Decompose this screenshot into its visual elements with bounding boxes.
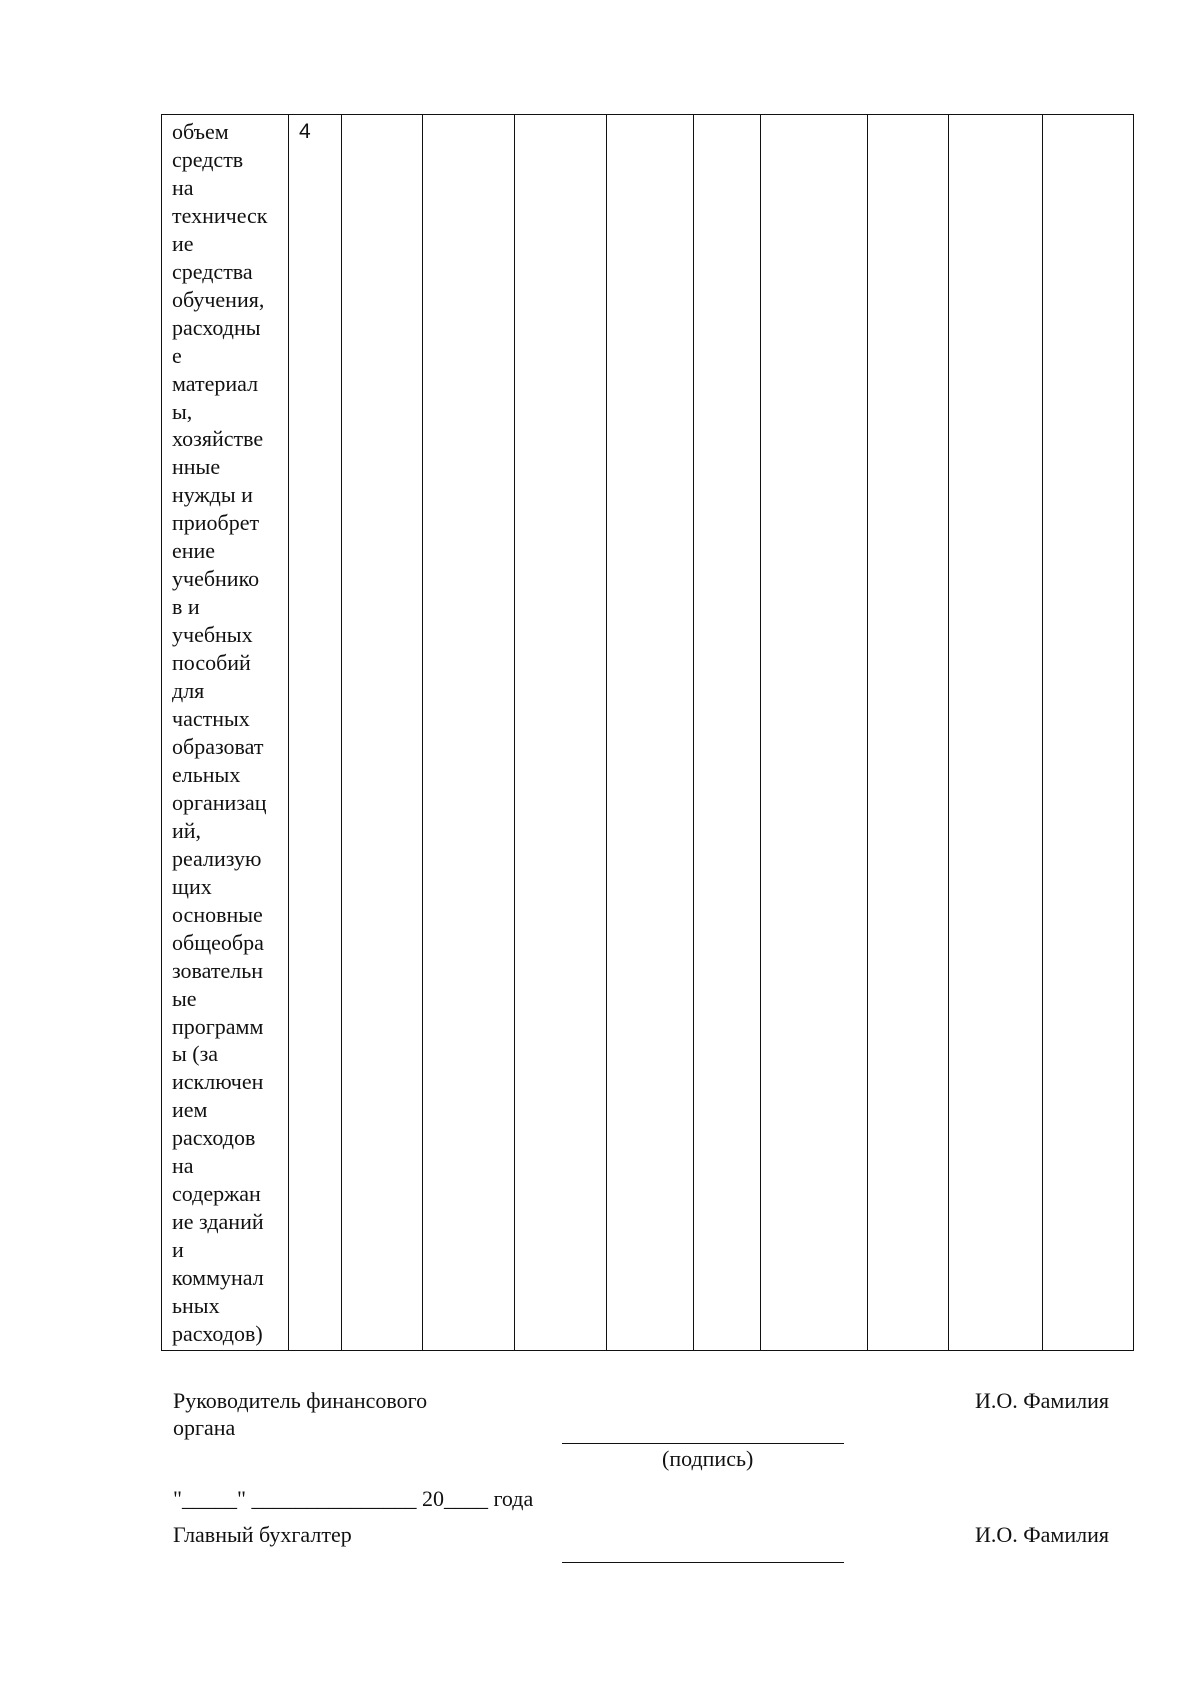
- date-line: "_____" _______________ 20____ года: [173, 1486, 534, 1511]
- table-cell: [949, 115, 1043, 1351]
- row-description-line: приобрет: [172, 510, 260, 536]
- row-description-line: и: [172, 1237, 184, 1263]
- row-description-line: ение: [172, 538, 216, 564]
- row-description-line: средства: [172, 258, 253, 284]
- table-cell: [515, 115, 607, 1351]
- row-description-line: частных: [172, 706, 250, 732]
- table-cell: [1043, 115, 1134, 1351]
- head-title-line2: органа: [173, 1415, 236, 1440]
- row-description-line: объем: [172, 119, 229, 144]
- row-description-line: зовательн: [172, 957, 264, 983]
- head-signature-line: [562, 1443, 844, 1444]
- row-description-line: ие зданий: [172, 1209, 264, 1235]
- row-description-line: организац: [172, 789, 267, 815]
- chief-accountant-title: Главный бухгалтер: [173, 1522, 352, 1547]
- row-description-line: техническ: [172, 202, 268, 228]
- table-cell: [868, 115, 949, 1351]
- row-description-line: общеобра: [172, 929, 264, 955]
- table-cell: [607, 115, 694, 1351]
- table-row: [162, 115, 1134, 1351]
- table-cell: [423, 115, 515, 1351]
- row-description-line: учебнико: [172, 566, 260, 592]
- row-description-line: ие: [172, 230, 194, 256]
- chief-accountant-name: И.О. Фамилия: [975, 1522, 1109, 1547]
- table-cell: [694, 115, 761, 1351]
- row-description-line: ые: [172, 985, 197, 1011]
- row-description-line: нные: [172, 454, 221, 480]
- row-description-line: ы,: [172, 398, 193, 424]
- row-description-line: ы (за: [172, 1041, 219, 1067]
- row-description-line: для: [172, 678, 205, 704]
- table-cell: [761, 115, 868, 1351]
- row-description-line: основные: [172, 901, 263, 927]
- table-cell: [342, 115, 423, 1351]
- row-description-line: нужды и: [172, 482, 253, 508]
- row-description-text: [172, 118, 282, 1348]
- row-description-line: программ: [172, 1013, 264, 1039]
- row-description-line: ельных: [172, 761, 241, 787]
- form-table: [161, 114, 1134, 1351]
- row-description-line: на: [172, 174, 194, 200]
- row-description-line: расходов: [172, 1125, 256, 1151]
- row-description-line: реализую: [172, 845, 262, 871]
- row-code-cell: 4: [289, 115, 342, 1351]
- row-description-line: расходны: [172, 314, 261, 340]
- row-description-line: расходов): [172, 1320, 263, 1346]
- row-description-line: коммунал: [172, 1265, 264, 1291]
- row-description-cell: [162, 115, 289, 1351]
- head-title-line1: Руководитель финансового: [173, 1388, 428, 1413]
- row-description-line: ий,: [172, 817, 202, 843]
- row-description-line: в и: [172, 594, 200, 620]
- row-description-line: щих: [172, 873, 212, 899]
- row-description-line: средств: [172, 146, 244, 172]
- row-description-line: пособий: [172, 650, 251, 676]
- row-description-line: исключен: [172, 1069, 264, 1095]
- row-description-line: материал: [172, 370, 259, 396]
- row-description-line: е: [172, 342, 182, 368]
- row-description-line: на: [172, 1153, 194, 1179]
- head-name: И.О. Фамилия: [975, 1388, 1109, 1413]
- row-description-line: обучения,: [172, 286, 265, 312]
- row-description-line: учебных: [172, 622, 253, 648]
- row-description-line: ьных: [172, 1293, 220, 1319]
- chief-accountant-signature-line: [562, 1562, 844, 1563]
- signature-caption: (подпись): [662, 1446, 754, 1471]
- row-description-line: содержан: [172, 1181, 261, 1207]
- row-description-line: хозяйстве: [172, 426, 264, 452]
- row-description-line: ием: [172, 1097, 208, 1123]
- row-description-line: образоват: [172, 733, 264, 759]
